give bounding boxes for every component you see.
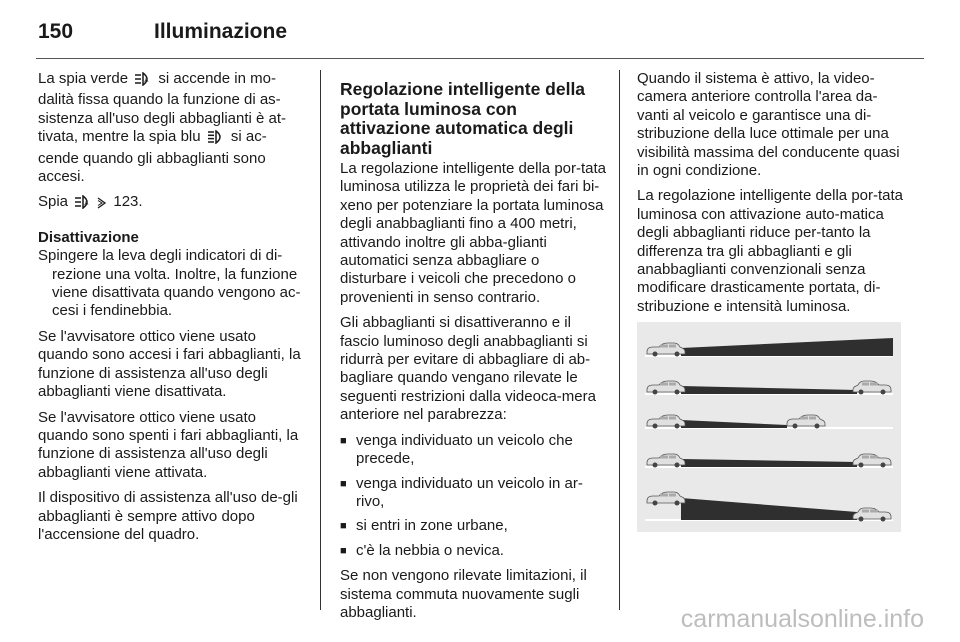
column-left [38,70,304,551]
paragraph-flash-high: Se l'avvisatore ottico viene usato quando sono accesi i fari abbaglianti, la funzione di assistenza all'uso degli abbaglianti viene disattivata. [38,327,301,401]
text-segment: La spia verde [38,70,133,87]
paragraph-camera: Quando il sistema è attivo, la video-camera anteriore controlla l'area da-vanti al veicolo e garantisce una di-stribuzione della luce ottimale per una visibilità massima del conducente quasi in ogni condizione. [637,70,900,180]
column-right [637,70,903,323]
beam-diagram [637,322,901,532]
page-number: 150 [38,20,74,43]
paragraph-deactivation: Spingere la leva degli indicatori di di-rezione una volta. Inoltre, la funzione viene disattivata quando vengono ac-cesi i fendinebbia. [38,247,301,320]
section-heading-deactivation: Disattivazione [38,228,139,246]
square-bullet-icon: ■ [340,477,347,490]
page-reference-icon[interactable] [96,196,107,214]
scenario-wide-beam [645,492,893,522]
list-item [340,517,606,535]
list-item-text: venga individuato un veicolo in ar-rivo, [356,474,583,510]
header-rule [36,58,924,59]
page-header [36,14,924,50]
scenario-preceding-vehicle [645,415,893,429]
paragraph-always-active: Il dispositivo di assistenza all'uso de-gli abbaglianti è sempre attivo dopo l'accensione del quadro. [38,489,298,543]
auto-high-beam-assist-icon [74,195,92,214]
column-divider [320,70,321,610]
paragraph-indicator-lamps [38,70,304,186]
scenario-distant-vehicle [645,454,893,468]
high-beam-icon [207,130,225,149]
page-title: Illuminazione [154,20,288,43]
list-item [340,432,606,469]
svg-text:A: A [84,201,89,208]
list-item [340,475,606,512]
text-segment: Spia [38,193,73,211]
paragraph-flash-low: Se l'avvisatore ottico viene usato quando sono spenti i fari abbaglianti, la funzione di assistenza all'uso degli abbaglianti viene attivata. [38,408,299,481]
square-bullet-icon: ■ [340,544,347,557]
scenario-full-high-beam [645,338,893,357]
auto-high-beam-assist-icon [134,72,152,91]
square-bullet-icon: ■ [340,434,347,447]
text-segment: si accende in mo-dalità fissa quando la funzione di as-sistenza all'uso degli abbaglianti è at-tivata, mentre la spia blu [38,70,287,146]
page-reference-number[interactable]: 123. [109,193,143,211]
column-middle [340,70,606,629]
paragraph-difference: La regolazione intelligente della por-tata luminosa con attivazione auto-matica degli abbaglianti riduce per-tanto la differenza tra gli abbaglianti e gli anabbaglianti convenzionali senza modificare drasticamente portata, di-stribuzione e intensità luminosa. [637,187,904,315]
lamp-reference [38,193,304,214]
svg-text:A: A [144,78,149,84]
paragraph-restrictions: Gli abbaglianti si disattiveranno e il fascio luminoso degli anabbaglianti si ridurrà per evitare di abbagliare di ab-bagliare quando vengano rilevate le seguenti restrizioni dalla videoca-mera anteriore nel parabrezza: [340,314,596,424]
scenario-oncoming-vehicle [645,381,893,395]
list-item-text: si entri in zone urbane, [356,517,508,535]
paragraph-intro: La regolazione intelligente della por-tata luminosa utilizza le proprietà dei fari bi-xeno per potenziare la portata luminosa degli anabbaglianti fino a 400 metri, attivando inoltre gli abba-glianti automatici senza abbagliare o disturbare i veicoli che precedono o provenienti in senso contrario. [340,160,607,306]
column-divider [619,70,620,610]
list-item-text: c'è la nebbia o nevica. [356,541,504,559]
square-bullet-icon: ■ [340,520,347,533]
beam-illustration [637,322,901,532]
text-segment: si ac-cende quando gli abbaglianti sono accesi. [38,128,267,186]
watermark: carmanualsonline.info [680,605,924,633]
restriction-list [340,432,606,560]
section-heading-intelligent-light: Regolazione intelligente della portata luminosa con attivazione automatica degli abbaglianti [340,79,586,158]
list-item-text: venga individuato un veicolo che precede, [356,431,573,468]
paragraph-return-high: Se non vengono rilevate limitazioni, il sistema commuta nuovamente sugli abbaglianti. [340,567,587,621]
list-item [340,542,606,560]
